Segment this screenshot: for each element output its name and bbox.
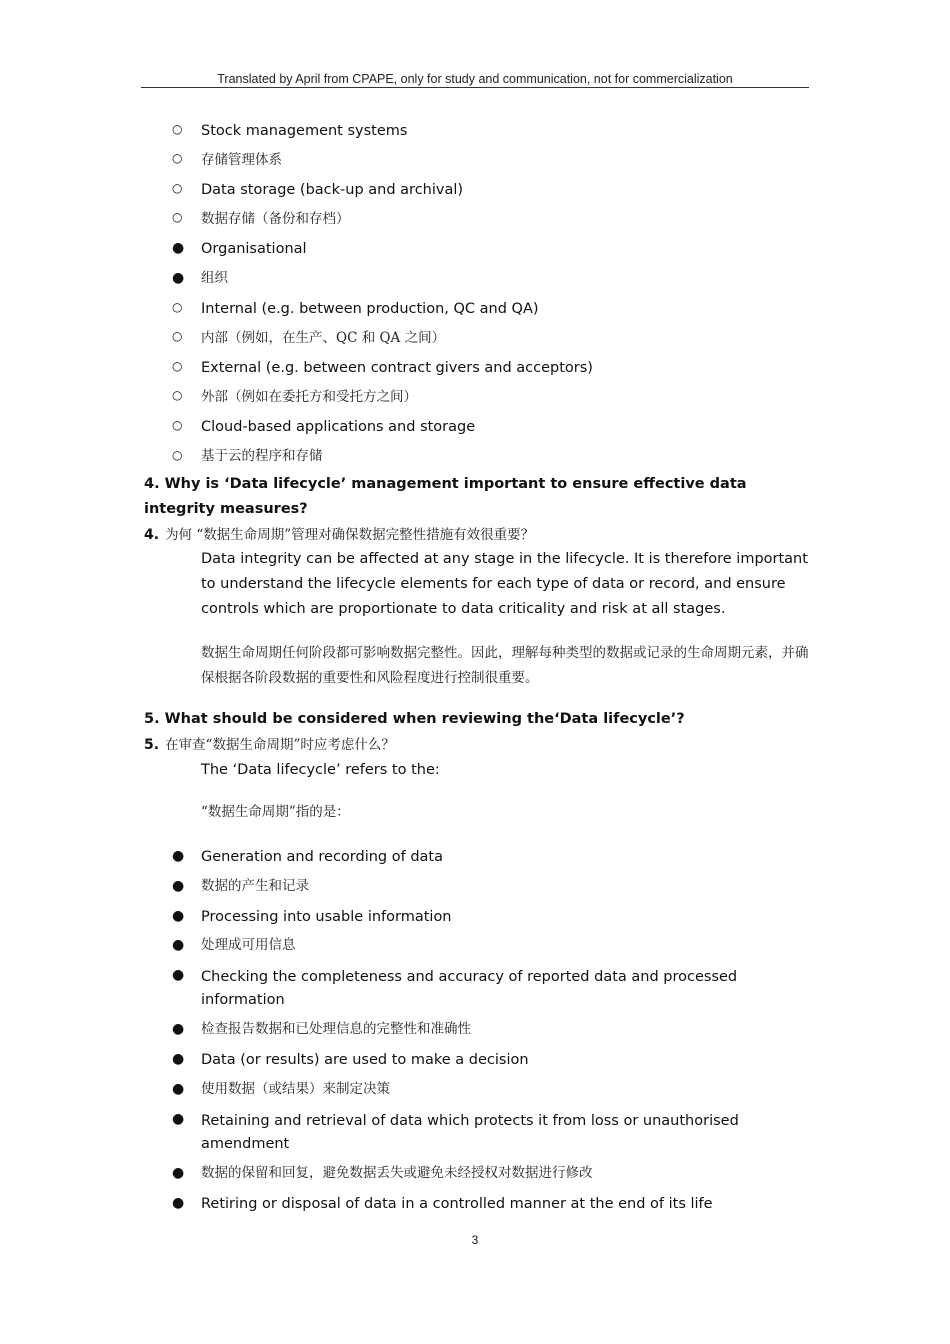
circle-bullet-icon: ○ [172, 329, 183, 343]
dot-bullet-icon: ● [172, 1021, 185, 1037]
circle-bullet-icon: ○ [172, 418, 183, 432]
circle-bullet-icon: ○ [172, 122, 183, 136]
q4-paragraph-en: Data integrity can be affected at any stage in the lifecycle. It is therefore important to understand the lifecycle elements for each type of data or record, and ensure controls which are proportionate to data criticality and risk at all stages. [201, 551, 808, 617]
q5-zh-title-row [144, 733, 395, 753]
list-item: 检查报告数据和已处理信息的完整性和准确性 [201, 1021, 471, 1037]
list-item: 外部（例如在委托方和受托方之间） [201, 389, 417, 405]
dot-bullet-icon: ● [172, 848, 185, 864]
q4-paragraph-zh: 数据生命周期任何阶段都可影响数据完整性。因此，理解每种类型的数据或记录的生命周期元素，并确保根据各阶段数据的重要性和风险程度进行控制很重要。 [201, 645, 809, 686]
dot-bullet-icon: ● [172, 1051, 185, 1067]
list-item: Checking the completeness and accuracy of reported data and processed information [201, 969, 738, 1008]
q4-heading-line1: 4. Why is ‘Data lifecycle’ management important to ensure effective data [144, 476, 747, 492]
q5-intro-en: The ‘Data lifecycle’ refers to the: [201, 762, 440, 778]
list-item: Cloud-based applications and storage [201, 419, 476, 435]
list-item: External (e.g. between contract givers and acceptors) [201, 360, 593, 376]
list-item: 处理成可用信息 [201, 937, 296, 953]
circle-bullet-icon: ○ [172, 300, 183, 314]
list-item: 数据的保留和回复，避免数据丢失或避免未经授权对数据进行修改 [201, 1165, 593, 1181]
dot-bullet-icon: ● [172, 1111, 185, 1127]
circle-bullet-icon: ○ [172, 388, 183, 402]
circle-bullet-icon: ○ [172, 151, 183, 165]
circle-bullet-icon: ○ [172, 448, 183, 462]
q5-number: 5. [144, 737, 160, 753]
dot-bullet-icon: ● [172, 1165, 185, 1181]
q4-zh-title: 为何 “数据生命周期”管理对确保数据完整性措施有效很重要？ [165, 527, 535, 543]
list-item: 使用数据（或结果）来制定决策 [201, 1081, 390, 1097]
list-item: 存储管理体系 [201, 152, 282, 168]
q5-zh-title: 在审查“数据生命周期”时应考虑什么？ [165, 737, 395, 753]
circle-bullet-icon: ○ [172, 359, 183, 373]
q4-heading-line2: integrity measures? [144, 501, 308, 517]
dot-bullet-icon: ● [172, 937, 185, 953]
list-item: Data storage (back-up and archival) [201, 182, 464, 198]
list-item: 组织 [201, 270, 228, 286]
q4-zh-title-row [144, 523, 534, 543]
circle-bullet-icon: ○ [172, 210, 183, 224]
list-item: 内部（例如，在生产、QC 和 QA 之间） [201, 330, 446, 346]
list-item: Stock management systems [201, 123, 408, 139]
q5-intro-zh: “数据生命周期”指的是： [201, 804, 350, 820]
list-item: Retaining and retrieval of data which protects it from loss or unauthorised amendment [201, 1113, 739, 1152]
q4-number: 4. [144, 527, 160, 543]
list-item: Generation and recording of data [201, 849, 443, 865]
list-item: 基于云的程序和存储 [201, 448, 323, 464]
dot-bullet-icon: ● [172, 967, 185, 983]
circle-bullet-icon: ○ [172, 181, 183, 195]
list-item: 数据的产生和记录 [201, 878, 309, 894]
list-item: Data (or results) are used to make a decision [201, 1052, 529, 1068]
dot-bullet-icon: ● [172, 878, 185, 894]
dot-bullet-icon: ● [172, 908, 185, 924]
list-item: 数据存储（备份和存档） [201, 211, 350, 227]
page-header: Translated by April from CPAPE, only for study and communication, not for commercialization [141, 72, 809, 88]
page-number: 3 [471, 1233, 479, 1247]
dot-bullet-icon: ● [172, 270, 185, 286]
list-item: Organisational [201, 241, 307, 257]
list-item: Retiring or disposal of data in a controlled manner at the end of its life [201, 1196, 713, 1212]
dot-bullet-icon: ● [172, 1081, 185, 1097]
dot-bullet-icon: ● [172, 240, 185, 256]
q5-heading: 5. What should be considered when reviewing the‘Data lifecycle’? [144, 711, 685, 727]
list-item: Internal (e.g. between production, QC and QA) [201, 301, 539, 317]
list-item: Processing into usable information [201, 909, 452, 925]
dot-bullet-icon: ● [172, 1195, 185, 1211]
